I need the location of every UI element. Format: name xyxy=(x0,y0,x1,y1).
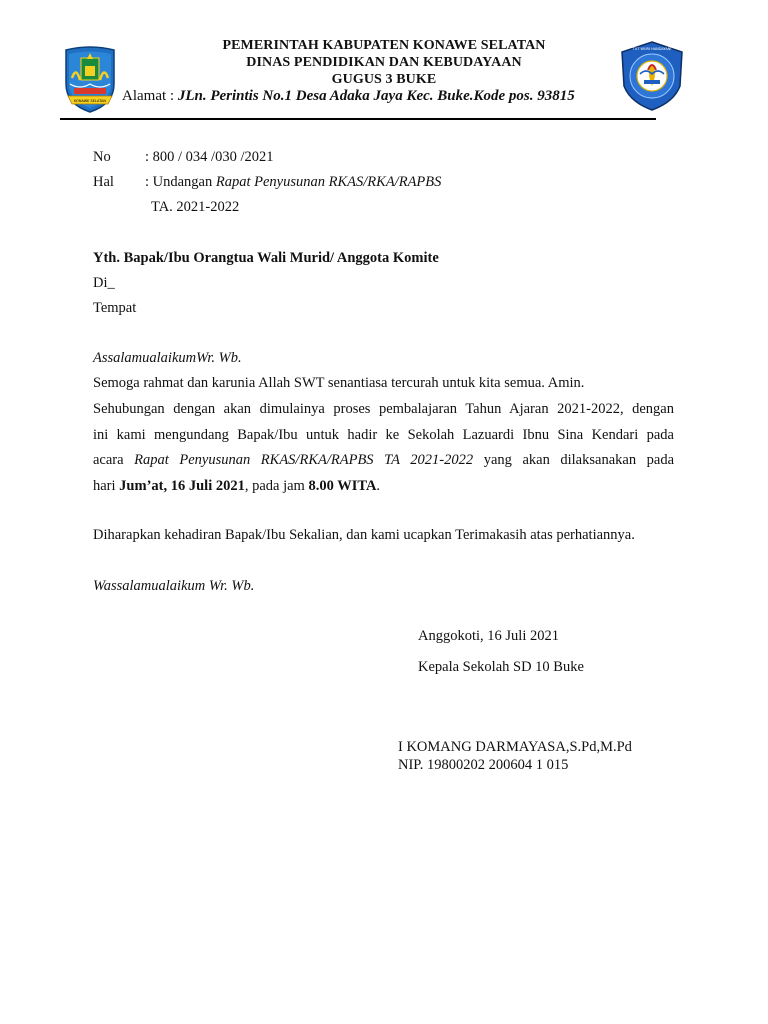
p2-tail: yang akan dilaksanakan pada xyxy=(483,452,675,468)
signature-place-date: Anggokoti, 16 Juli 2021 xyxy=(418,628,559,644)
paragraph-2-line-2: ini kami mengundang Bapak/Ibu untuk hadir ke Sekolah Lazuardi Ibnu Sina Kendari pada xyxy=(93,426,674,443)
address-label: Alamat : xyxy=(122,88,175,104)
paragraph-3: Diharapkan kehadiran Bapak/Ibu Sekalian, dan kami ucapkan Terimakasih atas perhatiannya. xyxy=(93,527,635,543)
no-label: No xyxy=(93,149,111,165)
recipient-di: Di_ xyxy=(93,275,115,291)
p2-time: 8.00 WITA xyxy=(308,477,377,494)
no-value: : 800 / 034 /030 /2021 xyxy=(145,149,274,165)
recipient-place: Tempat xyxy=(93,300,137,316)
paragraph-2-line-1: Sehubungan dengan akan dimulainya proses pembalajaran Tahun Ajaran 2021-2022, dengan xyxy=(93,401,674,417)
paragraph-2-line-3 xyxy=(93,448,674,474)
regency-emblem-label: KONAWE SELATAN xyxy=(74,99,106,103)
p2-jam: , pada jam xyxy=(244,477,309,494)
p2-date: Jum’at, 16 Juli 2021 xyxy=(119,477,245,494)
paragraph-2-line-4 xyxy=(93,474,674,500)
recipient-line: Yth. Bapak/Ibu Orangtua Wali Murid/ Anggota Komite xyxy=(93,250,439,266)
letterhead-address xyxy=(122,88,575,105)
letterhead-line-3: GUGUS 3 BUKE xyxy=(331,72,437,87)
address-value: JLn. Perintis No.1 Desa Adaka Jaya Kec. Buke.Kode pos. 93815 xyxy=(177,88,575,104)
signature-nip: NIP. 19800202 200604 1 015 xyxy=(398,757,569,773)
closing: Wassalamualaikum Wr. Wb. xyxy=(93,578,255,594)
hal-label: Hal xyxy=(93,174,114,190)
letterhead-rule xyxy=(60,118,656,120)
signature-position: Kepala Sekolah SD 10 Buke xyxy=(418,659,584,675)
hal-value xyxy=(145,174,441,191)
letterhead-line-1: PEMERINTAH KABUPATEN KONAWE SELATAN xyxy=(222,38,546,53)
p2-period: . xyxy=(376,477,381,494)
hal-year: TA. 2021-2022 xyxy=(151,199,240,215)
paragraph-1: Semoga rahmat dan karunia Allah SWT senantiasa tercurah untuk kita semua. Amin. xyxy=(93,375,585,391)
p2-acara: acara xyxy=(93,452,124,468)
paragraph-2 xyxy=(93,397,674,499)
letterhead-line-2: DINAS PENDIDIKAN DAN KEBUDAYAAN xyxy=(246,55,522,70)
p2-event-title: Rapat Penyusunan RKAS/RKA/RAPBS TA 2021-2022 xyxy=(134,452,474,468)
signature-name: I KOMANG DARMAYASA,S.Pd,M.Pd xyxy=(398,739,632,755)
greeting: AssalamualaikumWr. Wb. xyxy=(93,350,242,366)
hal-subject: Rapat Penyusunan RKAS/RKA/RAPBS xyxy=(215,174,442,190)
hal-prefix: : Undangan xyxy=(145,174,216,190)
p2-hari: hari xyxy=(93,477,120,494)
tut-wuri-handayani-label: TUT WURI HANDAYANI xyxy=(632,47,672,51)
